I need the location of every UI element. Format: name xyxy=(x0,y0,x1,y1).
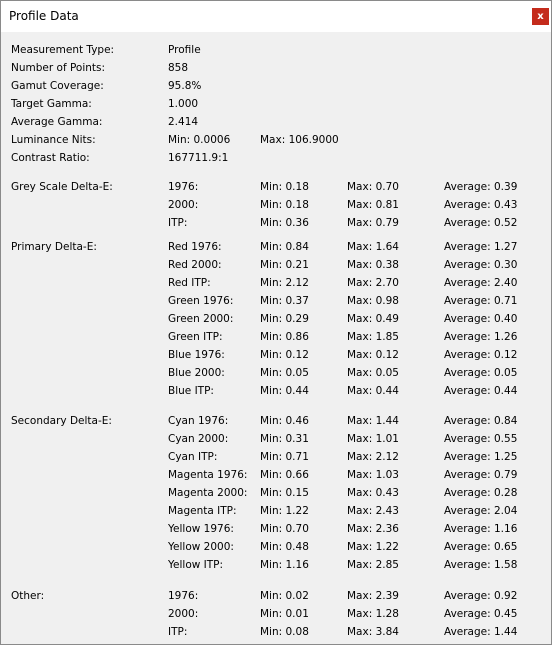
row-max: Max: 2.85 xyxy=(347,559,399,571)
row-name: Cyan 1976: xyxy=(168,415,229,427)
row-name: 1976: xyxy=(168,590,199,602)
info-value: Min: 0.0006 xyxy=(168,134,231,146)
row-min: Min: 2.12 xyxy=(260,277,309,289)
row-average: Average: 0.39 xyxy=(444,181,518,193)
row-min: Min: 0.29 xyxy=(260,313,309,325)
row-average: Average: 0.44 xyxy=(444,385,518,397)
row-name: Green ITP: xyxy=(168,331,223,343)
profile-content xyxy=(1,32,551,644)
row-min: Min: 0.05 xyxy=(260,367,309,379)
row-average: Average: 1.16 xyxy=(444,523,518,535)
row-name: Magenta 2000: xyxy=(168,487,248,499)
row-min: Min: 0.31 xyxy=(260,433,309,445)
row-average: Average: 0.65 xyxy=(444,541,518,553)
row-name: ITP: xyxy=(168,217,188,229)
row-average: Average: 0.52 xyxy=(444,217,518,229)
row-name: Red 2000: xyxy=(168,259,222,271)
row-max: Max: 2.12 xyxy=(347,451,399,463)
close-button[interactable]: x xyxy=(532,8,549,25)
group-title: Other: xyxy=(11,590,45,602)
row-max: Max: 1.01 xyxy=(347,433,399,445)
row-min: Min: 0.36 xyxy=(260,217,309,229)
row-name: ITP: xyxy=(168,626,188,638)
row-min: Min: 0.44 xyxy=(260,385,309,397)
row-min: Min: 0.66 xyxy=(260,469,309,481)
row-average: Average: 0.30 xyxy=(444,259,518,271)
row-min: Min: 0.12 xyxy=(260,349,309,361)
row-min: Min: 0.48 xyxy=(260,541,309,553)
row-name: Yellow 2000: xyxy=(168,541,234,553)
row-average: Average: 0.12 xyxy=(444,349,518,361)
row-name: Cyan 2000: xyxy=(168,433,229,445)
group-title: Grey Scale Delta-E: xyxy=(11,181,113,193)
row-name: Blue 1976: xyxy=(168,349,225,361)
window-title: Profile Data xyxy=(9,9,79,23)
row-name: 2000: xyxy=(168,608,199,620)
info-label: Luminance Nits: xyxy=(11,134,96,146)
row-name: Blue ITP: xyxy=(168,385,214,397)
row-name: Magenta ITP: xyxy=(168,505,237,517)
row-max: Max: 1.85 xyxy=(347,331,399,343)
row-min: Min: 1.16 xyxy=(260,559,309,571)
info-value: 2.414 xyxy=(168,116,199,128)
row-min: Min: 0.18 xyxy=(260,181,309,193)
row-max: Max: 0.43 xyxy=(347,487,399,499)
row-average: Average: 0.92 xyxy=(444,590,518,602)
row-average: Average: 1.26 xyxy=(444,331,518,343)
title-bar[interactable] xyxy=(1,1,551,32)
row-name: Green 2000: xyxy=(168,313,234,325)
row-name: Red 1976: xyxy=(168,241,222,253)
row-min: Min: 0.02 xyxy=(260,590,309,602)
row-max: Max: 2.70 xyxy=(347,277,399,289)
row-max: Max: 0.81 xyxy=(347,199,399,211)
row-min: Min: 0.70 xyxy=(260,523,309,535)
row-average: Average: 0.40 xyxy=(444,313,518,325)
row-average: Average: 0.55 xyxy=(444,433,518,445)
info-label: Target Gamma: xyxy=(11,98,92,110)
row-max: Max: 3.84 xyxy=(347,626,399,638)
row-average: Average: 0.45 xyxy=(444,608,518,620)
row-min: Min: 0.86 xyxy=(260,331,309,343)
row-name: Yellow 1976: xyxy=(168,523,234,535)
info-value-max: Max: 106.9000 xyxy=(260,134,339,146)
row-min: Min: 0.01 xyxy=(260,608,309,620)
row-average: Average: 0.84 xyxy=(444,415,518,427)
row-max: Max: 2.36 xyxy=(347,523,399,535)
info-label: Gamut Coverage: xyxy=(11,80,104,92)
info-value: Profile xyxy=(168,44,201,56)
group-title: Secondary Delta-E: xyxy=(11,415,112,427)
row-average: Average: 0.71 xyxy=(444,295,518,307)
info-value: 95.8% xyxy=(168,80,202,92)
row-max: Max: 0.70 xyxy=(347,181,399,193)
row-name: Blue 2000: xyxy=(168,367,225,379)
row-average: Average: 0.79 xyxy=(444,469,518,481)
row-max: Max: 0.38 xyxy=(347,259,399,271)
row-min: Min: 0.15 xyxy=(260,487,309,499)
row-max: Max: 0.79 xyxy=(347,217,399,229)
info-label: Contrast Ratio: xyxy=(11,152,90,164)
info-value: 858 xyxy=(168,62,189,74)
row-max: Max: 1.03 xyxy=(347,469,399,481)
row-max: Max: 2.39 xyxy=(347,590,399,602)
row-name: 1976: xyxy=(168,181,199,193)
row-average: Average: 2.04 xyxy=(444,505,518,517)
row-min: Min: 1.22 xyxy=(260,505,309,517)
row-average: Average: 1.58 xyxy=(444,559,518,571)
row-min: Min: 0.18 xyxy=(260,199,309,211)
row-min: Min: 0.46 xyxy=(260,415,309,427)
row-max: Max: 0.49 xyxy=(347,313,399,325)
row-average: Average: 2.40 xyxy=(444,277,518,289)
info-label: Number of Points: xyxy=(11,62,106,74)
row-name: Yellow ITP: xyxy=(168,559,224,571)
info-value: 1.000 xyxy=(168,98,199,110)
group-title: Primary Delta-E: xyxy=(11,241,97,253)
row-max: Max: 1.64 xyxy=(347,241,399,253)
row-min: Min: 0.08 xyxy=(260,626,309,638)
info-label: Average Gamma: xyxy=(11,116,103,128)
row-name: Magenta 1976: xyxy=(168,469,248,481)
info-label: Measurement Type: xyxy=(11,44,115,56)
row-max: Max: 0.44 xyxy=(347,385,399,397)
row-average: Average: 1.44 xyxy=(444,626,518,638)
row-min: Min: 0.71 xyxy=(260,451,309,463)
row-max: Max: 0.12 xyxy=(347,349,399,361)
row-average: Average: 0.05 xyxy=(444,367,518,379)
row-average: Average: 0.28 xyxy=(444,487,518,499)
row-min: Min: 0.84 xyxy=(260,241,309,253)
row-name: 2000: xyxy=(168,199,199,211)
row-average: Average: 1.27 xyxy=(444,241,518,253)
row-max: Max: 0.98 xyxy=(347,295,399,307)
row-max: Max: 1.28 xyxy=(347,608,399,620)
info-value: 167711.9:1 xyxy=(168,152,229,164)
row-name: Green 1976: xyxy=(168,295,234,307)
row-max: Max: 1.22 xyxy=(347,541,399,553)
row-max: Max: 1.44 xyxy=(347,415,399,427)
row-average: Average: 1.25 xyxy=(444,451,518,463)
row-average: Average: 0.43 xyxy=(444,199,518,211)
row-name: Cyan ITP: xyxy=(168,451,218,463)
row-max: Max: 2.43 xyxy=(347,505,399,517)
row-name: Red ITP: xyxy=(168,277,211,289)
row-max: Max: 0.05 xyxy=(347,367,399,379)
row-min: Min: 0.21 xyxy=(260,259,309,271)
row-min: Min: 0.37 xyxy=(260,295,309,307)
